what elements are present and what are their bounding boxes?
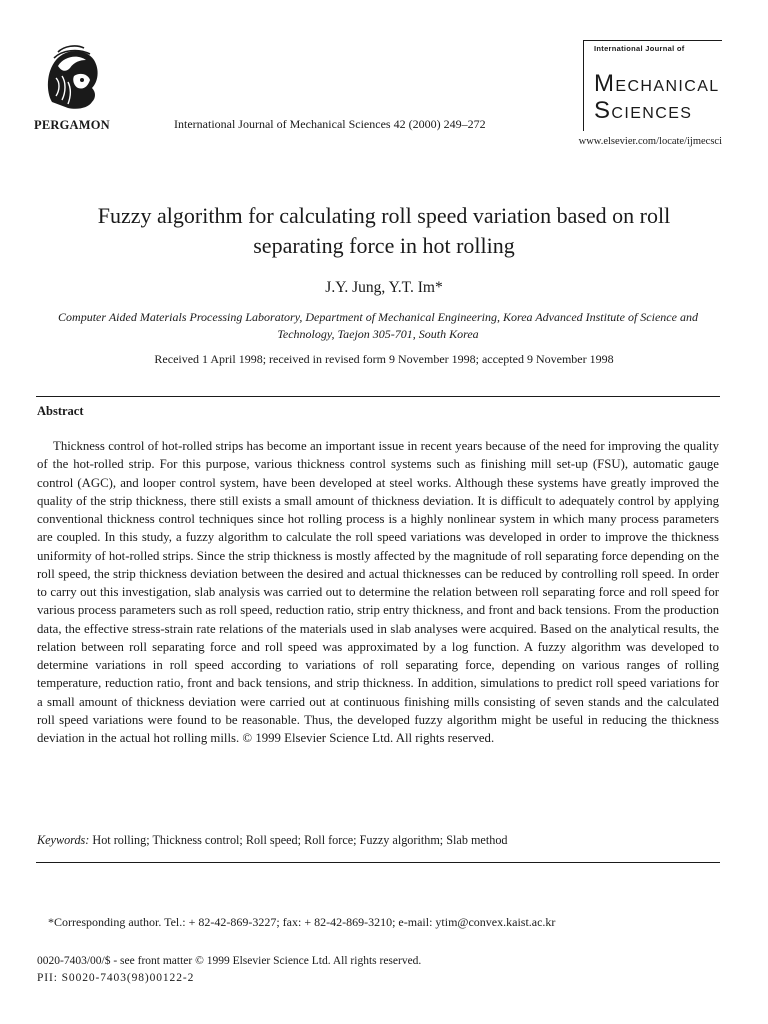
bottom-divider	[36, 862, 720, 863]
article-authors: J.Y. Jung, Y.T. Im*	[325, 279, 443, 296]
keywords-list: Hot rolling; Thickness control; Roll speed; Roll force; Fuzzy algorithm; Slab method	[92, 833, 508, 847]
top-divider	[36, 396, 720, 397]
article-title	[0, 201, 768, 261]
issn-line: 0020-7403/00/$ - see front matter © 1999 Elsevier Science Ltd. All rights reserved.	[37, 955, 422, 967]
journal-brand-line1: MECHANICAL	[594, 70, 720, 97]
publisher-name: PERGAMON	[34, 118, 110, 132]
article-affiliation: Computer Aided Materials Processing Laboratory, Department of Mechanical Engineering, Korea Advanced Institute of Science and Technology, Taejon 305-701, South Korea	[58, 310, 698, 341]
journal-brand-line2: SCIENCES	[594, 97, 693, 124]
keywords-line	[37, 833, 508, 848]
article-title-text: Fuzzy algorithm for calculating roll speed variation based on roll separating force in hot rolling	[97, 203, 671, 258]
abstract-body: Thickness control of hot-rolled strips has become an important issue in recent years because of the need for improving the quality of the hot-rolled strip. For this purpose, various thickness control systems such as finishing mill set-up (FSU), automatic gauge control (AGC), and looper control system, have been developed at steel works. Although these systems have greatly improved the quality of the strip thickness, there still exists a small amount of thickness deviation. It is difficult to adequately control by applying conventional thickness control techniques since hot rolling process is a highly nonlinear system in which many process parameters are coupled. In this study, a fuzzy algorithm to calculate the roll speed variations was developed in order to improve the thickness uniformity of hot-rolled strips. Since the strip thickness is mostly affected by the magnitude of roll separating force depending on the roll speed, the strip thickness deviation between the desired and actual thicknesses can be reduced by controlling roll speed. In order to carry out this investigation, slab analysis was carried out to determine the relation between roll separating force and roll speed for various process parameters such as roll speed, reduction ratio, strip entry thickness, and front and back tensions. From the production data, the effective stress-strain rate relations of the materials used in slab analyses were acquired. Based on the analytical results, the relation between roll separating force and roll speed was approximated by a log function. A fuzzy algorithm was developed to determine variations in roll speed according to variations of roll separating force, depending on various ranges of rolling temperature, reduction ratio, front and back tensions, and strip thickness. In addition, simulations to predict roll speed variations for a small amount of thickness deviation were carried out at continuous finishing mills consisting of seven stands and the calculated roll speed variations were found to be reasonable. Thus, the developed fuzzy algorithm might be useful in reducing the thickness deviation in the actual hot rolling mills. © 1999 Elsevier Science Ltd. All rights reserved.	[37, 439, 719, 745]
article-received-dates: Received 1 April 1998; received in revised form 9 November 1998; accepted 9 November 1998	[154, 352, 614, 366]
abstract-heading: Abstract	[37, 404, 84, 418]
keywords-label: Keywords:	[37, 833, 90, 847]
journal-brand-top: International Journal of	[594, 44, 685, 53]
pii-line: PII: S0020-7403(98)00122-2	[37, 972, 195, 984]
journal-citation: International Journal of Mechanical Sciences 42 (2000) 249–272	[174, 117, 486, 131]
corresponding-author-footnote: *Corresponding author. Tel.: + 82-42-869-3227; fax: + 82-42-869-3210; e-mail: ytim@convex.kaist.ac.kr	[48, 915, 556, 929]
pergamon-logo	[38, 42, 106, 114]
journal-website-link[interactable]: www.elsevier.com/locate/ijmecsci	[578, 136, 722, 147]
